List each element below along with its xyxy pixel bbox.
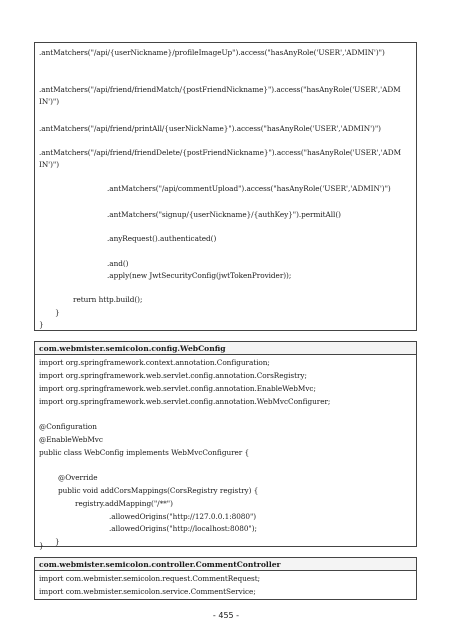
code-line: .antMatchers("/api/friend/friendMatch/{postFriendNickname}").access("hasAnyRole('USER','ADM — [39, 85, 401, 94]
code-line: .antMatchers("signup/{userNickname}/{authKey}").permitAll() — [107, 210, 341, 219]
code-line: import com.webmister.semicolon.service.CommentService; — [39, 587, 256, 596]
code-line: @EnableWebMvc — [39, 435, 103, 444]
code-line: public void addCorsMappings(CorsRegistry registry) { — [58, 486, 259, 495]
code-line: @Override — [58, 473, 98, 482]
code-block-security-config — [34, 42, 417, 331]
code-line: import com.webmister.semicolon.request.CommentRequest; — [39, 574, 260, 583]
code-line: import org.springframework.web.servlet.config.annotation.CorsRegistry; — [39, 371, 307, 380]
code-block-title: com.webmister.semicolon.config.WebConfig — [35, 342, 416, 355]
code-line: registry.addMapping("/**") — [75, 499, 173, 508]
code-line: public class WebConfig implements WebMvcConfigurer { — [39, 448, 250, 457]
code-line: .apply(new JwtSecurityConfig(jwtTokenProvider)); — [107, 271, 292, 280]
code-line: @Configuration — [39, 422, 97, 431]
code-line: .allowedOrigins("http://127.0.0.1:8080") — [109, 512, 257, 521]
code-line: IN')") — [39, 97, 60, 106]
code-line: return http.build(); — [73, 295, 143, 304]
code-line: .allowedOrigins("http://localhost:8080"); — [109, 524, 257, 533]
code-line: } — [39, 320, 44, 329]
code-line: .anyRequest().authenticated() — [107, 234, 217, 243]
code-block-title: com.webmister.semicolon.controller.CommentController — [35, 558, 416, 571]
code-line: } — [55, 308, 60, 317]
code-line: import org.springframework.context.annotation.Configuration; — [39, 358, 270, 367]
code-line: .antMatchers("/api/{userNickname}/profileImageUp").access("hasAnyRole('USER','ADMIN')") — [39, 48, 385, 57]
code-block-webconfig — [34, 341, 417, 550]
code-line: .antMatchers("/api/friend/friendDelete/{postFriendNickname}").access("hasAnyRole('USER','ADM — [39, 148, 402, 157]
code-line: .antMatchers("/api/commentUpload").access("hasAnyRole('USER','ADMIN')") — [107, 184, 391, 193]
page-number: - 455 - — [212, 611, 240, 620]
code-line: } — [39, 541, 44, 550]
code-block-comment-controller — [34, 557, 417, 600]
code-line: } — [55, 537, 60, 546]
code-line: .antMatchers("/api/friend/printAll/{userNickName}").access("hasAnyRole('USER','ADMIN')") — [39, 124, 381, 133]
code-line: .and() — [107, 259, 129, 268]
code-line: IN')") — [39, 160, 60, 169]
code-line: import org.springframework.web.servlet.config.annotation.EnableWebMvc; — [39, 384, 316, 393]
code-line: import org.springframework.web.servlet.config.annotation.WebMvcConfigurer; — [39, 397, 331, 406]
